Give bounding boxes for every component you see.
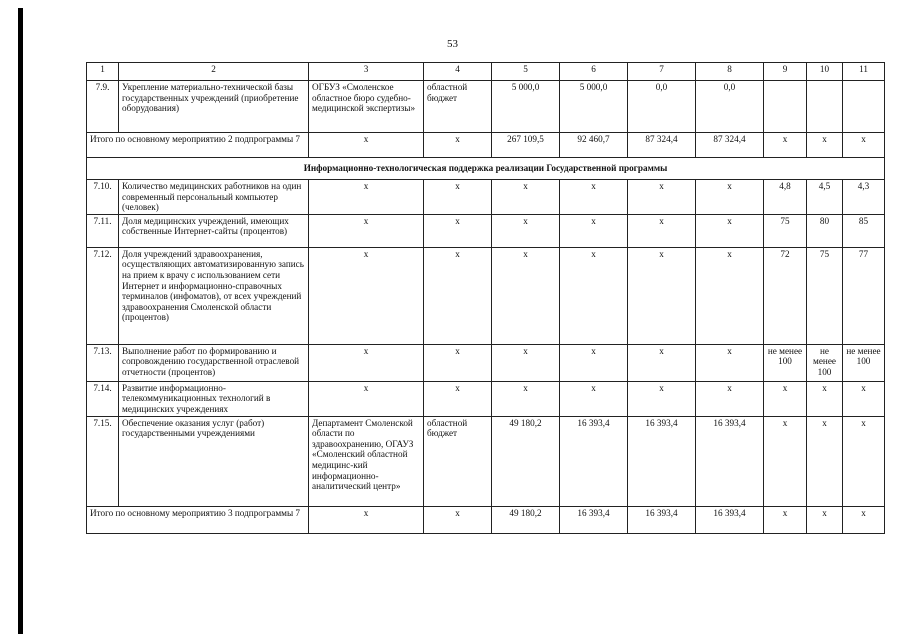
table-cell: х — [843, 416, 885, 506]
table-row — [87, 180, 885, 215]
table-cell: х — [764, 416, 807, 506]
table-cell: не менее 100 — [843, 344, 885, 381]
table-cell: х — [628, 180, 696, 215]
table-cell: х — [309, 214, 424, 247]
table-cell: х — [424, 344, 492, 381]
table-cell: х — [843, 133, 885, 158]
section-heading: Информационно-технологическая поддержка реализации Государственной программы — [87, 158, 885, 180]
table-cell: 87 324,4 — [696, 133, 764, 158]
table-cell: х — [309, 506, 424, 533]
table-cell: х — [560, 247, 628, 344]
table-cell: х — [424, 506, 492, 533]
binder-bar — [18, 8, 23, 634]
table-cell: 72 — [764, 247, 807, 344]
table-cell: х — [560, 344, 628, 381]
table-cell: х — [492, 214, 560, 247]
table-cell: х — [560, 214, 628, 247]
column-number-header: 11 — [843, 63, 885, 81]
table-cell: 5 000,0 — [492, 81, 560, 133]
table-cell: 85 — [843, 214, 885, 247]
table-cell: х — [492, 247, 560, 344]
table-cell: х — [764, 133, 807, 158]
table-cell: х — [696, 247, 764, 344]
table-cell: х — [424, 381, 492, 416]
activity-name: Обеспечение оказания услуг (работ) государственными учреждениями — [119, 416, 309, 506]
table-cell: х — [492, 180, 560, 215]
row-number: 7.9. — [87, 81, 119, 133]
table-cell: х — [309, 344, 424, 381]
table-cell: 16 393,4 — [696, 506, 764, 533]
header-row — [87, 63, 885, 81]
table-row — [87, 214, 885, 247]
table-cell: 16 393,4 — [560, 506, 628, 533]
table-cell: 0,0 — [696, 81, 764, 133]
column-number-header: 4 — [424, 63, 492, 81]
table-cell: 49 180,2 — [492, 416, 560, 506]
table-cell: х — [807, 133, 843, 158]
table-cell: 75 — [807, 247, 843, 344]
activity-name: Количество медицинских работников на один современный персональный компьютер (человек) — [119, 180, 309, 215]
table-cell: 16 393,4 — [628, 416, 696, 506]
table-cell — [843, 81, 885, 133]
table-cell: х — [492, 381, 560, 416]
column-number-header: 5 — [492, 63, 560, 81]
row-number: 7.11. — [87, 214, 119, 247]
table-cell: 75 — [764, 214, 807, 247]
table-cell: областной бюджет — [424, 81, 492, 133]
table-row — [87, 381, 885, 416]
table-cell: х — [628, 247, 696, 344]
column-number-header: 6 — [560, 63, 628, 81]
table-cell: 4,3 — [843, 180, 885, 215]
table-cell: х — [424, 133, 492, 158]
row-number: 7.12. — [87, 247, 119, 344]
table-cell: областной бюджет — [424, 416, 492, 506]
column-number-header: 3 — [309, 63, 424, 81]
activity-name: Укрепление материально-технической базы государственных учреждений (приобретение оборудования) — [119, 81, 309, 133]
row-number: 7.13. — [87, 344, 119, 381]
table-row — [87, 247, 885, 344]
total-label: Итого по основному мероприятию 2 подпрограммы 7 — [87, 133, 309, 158]
table-cell: х — [696, 344, 764, 381]
activity-name: Выполнение работ по формированию и сопровождению государственной отраслевой отчетности (процентов) — [119, 344, 309, 381]
column-number-header: 1 — [87, 63, 119, 81]
table-cell: 16 393,4 — [628, 506, 696, 533]
table-cell: х — [807, 416, 843, 506]
table-cell: х — [309, 180, 424, 215]
row-number: 7.15. — [87, 416, 119, 506]
column-number-header: 8 — [696, 63, 764, 81]
total-row — [87, 506, 885, 533]
table-row — [87, 81, 885, 133]
table-cell: 16 393,4 — [696, 416, 764, 506]
table-cell: 80 — [807, 214, 843, 247]
column-number-header: 2 — [119, 63, 309, 81]
table-cell: Департамент Смоленской области по здравоохранению, ОГАУЗ «Смоленский областной медицинс-кий информационно-аналитический центр» — [309, 416, 424, 506]
table-cell: х — [309, 247, 424, 344]
table-cell — [807, 81, 843, 133]
table-cell: х — [764, 381, 807, 416]
table-cell: х — [424, 180, 492, 215]
table-cell: х — [424, 247, 492, 344]
table-row — [87, 344, 885, 381]
table-cell: 16 393,4 — [560, 416, 628, 506]
table-cell: 0,0 — [628, 81, 696, 133]
table-cell: х — [424, 214, 492, 247]
table-cell: х — [309, 133, 424, 158]
column-number-header: 7 — [628, 63, 696, 81]
table-cell: 5 000,0 — [560, 81, 628, 133]
table-cell: х — [492, 344, 560, 381]
table-cell: х — [628, 214, 696, 247]
table-cell: х — [807, 381, 843, 416]
total-label: Итого по основному мероприятию 3 подпрограммы 7 — [87, 506, 309, 533]
table-cell: 92 460,7 — [560, 133, 628, 158]
table-cell: х — [628, 381, 696, 416]
table-cell: х — [764, 506, 807, 533]
table-cell: х — [843, 381, 885, 416]
activity-name: Доля учреждений здравоохранения, осуществляющих автоматизированную запись на прием к врачу с использованием сети Интернет и информационно-справочных терминалов (инфоматов), от всех учреждений здравоохранения Смоленской области (процентов) — [119, 247, 309, 344]
row-number: 7.14. — [87, 381, 119, 416]
table-cell — [764, 81, 807, 133]
program-table — [86, 62, 885, 534]
table-cell: ОГБУЗ «Смоленское областное бюро судебно-медицинской экспертизы» — [309, 81, 424, 133]
table-cell: х — [560, 180, 628, 215]
table-cell: 77 — [843, 247, 885, 344]
table-row — [87, 416, 885, 506]
activity-name: Развитие информационно-телекоммуникационных технологий в медицинских учреждениях — [119, 381, 309, 416]
table-cell: 4,8 — [764, 180, 807, 215]
table-cell: х — [560, 381, 628, 416]
activity-name: Доля медицинских учреждений, имеющих собственные Интернет-сайты (процентов) — [119, 214, 309, 247]
section-heading-row — [87, 158, 885, 180]
table-cell: х — [696, 381, 764, 416]
table-cell: не менее 100 — [764, 344, 807, 381]
row-number: 7.10. — [87, 180, 119, 215]
table-cell: 87 324,4 — [628, 133, 696, 158]
table-cell: 267 109,5 — [492, 133, 560, 158]
table-cell: х — [309, 381, 424, 416]
table-cell: х — [843, 506, 885, 533]
table-cell: х — [628, 344, 696, 381]
table-cell: 49 180,2 — [492, 506, 560, 533]
table-cell: х — [807, 506, 843, 533]
table-cell: не менее 100 — [807, 344, 843, 381]
total-row — [87, 133, 885, 158]
table-cell: 4,5 — [807, 180, 843, 215]
column-number-header: 10 — [807, 63, 843, 81]
page-number: 53 — [447, 38, 458, 50]
table-cell: х — [696, 180, 764, 215]
column-number-header: 9 — [764, 63, 807, 81]
table-cell: х — [696, 214, 764, 247]
